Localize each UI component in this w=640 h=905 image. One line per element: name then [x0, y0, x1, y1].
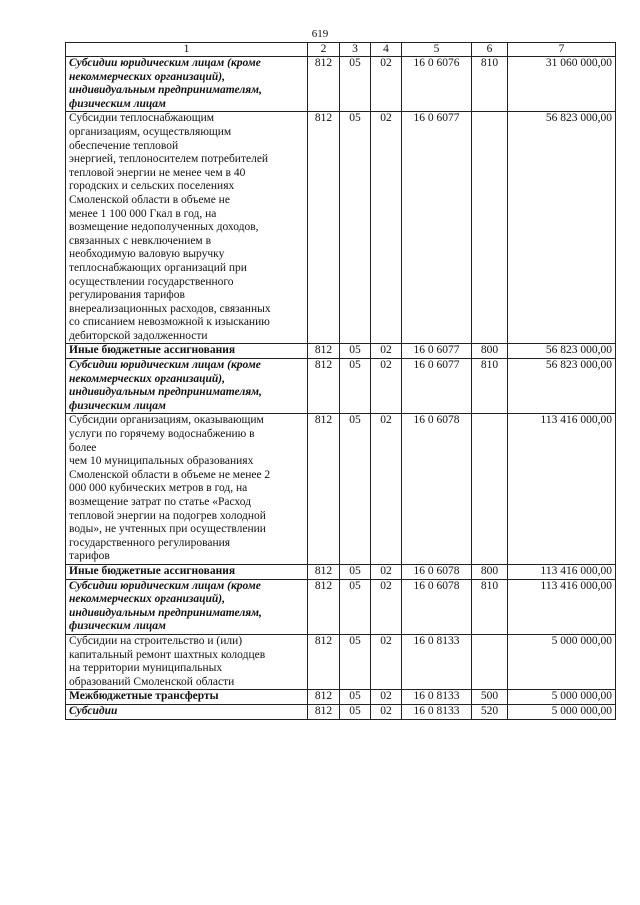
table-row — [66, 57, 616, 112]
row-name-line: Субсидии юридическим лицам (кроме — [69, 579, 261, 592]
expense-type-cell: 800 — [472, 344, 508, 359]
row-name-line: Субсидии юридическим лицам (кроме — [69, 57, 261, 69]
table-header-row — [66, 43, 616, 57]
target-article-cell: 16 0 6077 — [402, 112, 472, 344]
target-article-cell: 16 0 6078 — [402, 564, 472, 579]
row-name-line: 000 000 кубических метров в год, на — [69, 482, 248, 495]
row-name-cell — [66, 359, 308, 414]
subsection-cell: 02 — [371, 704, 402, 719]
amount-cell: 113 416 000,00 — [508, 579, 616, 634]
table-row — [66, 579, 616, 634]
code-cell: 812 — [308, 690, 340, 705]
row-name-cell — [66, 704, 308, 719]
subsection-cell: 02 — [371, 112, 402, 344]
row-name-line: некоммерческих организаций), — [69, 372, 225, 385]
amount-cell: 56 823 000,00 — [508, 344, 616, 359]
code-cell: 812 — [308, 564, 340, 579]
code-cell: 812 — [308, 634, 340, 689]
expense-type-cell — [472, 634, 508, 689]
expense-type-cell — [472, 414, 508, 565]
code-cell: 812 — [308, 112, 340, 344]
row-name-line: Субсидии на строительство и (или) — [69, 634, 243, 647]
code-cell: 812 — [308, 704, 340, 719]
expense-type-cell: 520 — [472, 704, 508, 719]
row-name-line: со списанием невозможной к изысканию — [69, 316, 270, 329]
table-row — [66, 690, 616, 705]
amount-cell: 5 000 000,00 — [508, 690, 616, 705]
row-name-line: некоммерческих организаций), — [69, 70, 225, 83]
row-name-line: городских и сельских поселениях — [69, 180, 235, 193]
table-row — [66, 704, 616, 719]
amount-cell: 31 060 000,00 — [508, 57, 616, 112]
subsection-cell: 02 — [371, 359, 402, 414]
table-row — [66, 359, 616, 414]
expense-type-cell: 800 — [472, 564, 508, 579]
section-cell: 05 — [340, 112, 371, 344]
header-cell: 3 — [340, 43, 371, 57]
row-name-line: индивидуальным предпринимателям, — [69, 84, 262, 97]
code-cell: 812 — [308, 359, 340, 414]
row-name-line: физическим лицам — [69, 97, 166, 110]
row-name-line: государственного регулирования — [69, 536, 231, 549]
header-cell: 2 — [308, 43, 340, 57]
table-row — [66, 634, 616, 689]
row-name-line: Субсидии юридическим лицам (кроме — [69, 359, 261, 372]
row-name-line: некоммерческих организаций), — [69, 593, 225, 606]
target-article-cell: 16 0 6078 — [402, 579, 472, 634]
row-name-cell — [66, 634, 308, 689]
row-name-line: регулирования тарифов — [69, 289, 185, 302]
row-name-line: Субсидии теплоснабжающим — [69, 112, 215, 125]
subsection-cell: 02 — [371, 57, 402, 112]
row-name-cell — [66, 57, 308, 112]
row-name-cell — [66, 690, 308, 705]
row-name-line: возмещение затрат по статье «Расход — [69, 496, 251, 508]
header-cell: 6 — [472, 43, 508, 57]
amount-cell: 113 416 000,00 — [508, 414, 616, 565]
target-article-cell: 16 0 8133 — [402, 690, 472, 705]
expense-type-cell — [472, 112, 508, 344]
budget-table — [65, 42, 616, 720]
row-name-line: индивидуальным предпринимателям, — [69, 386, 262, 399]
section-cell: 05 — [340, 57, 371, 112]
row-name-line: образований Смоленской области — [69, 675, 235, 688]
row-name-line: дебиторской задолженности — [69, 329, 208, 342]
row-name-line: осуществлении государственного — [69, 275, 234, 288]
row-name-cell — [66, 344, 308, 359]
row-name-line: на территории муниципальных — [69, 662, 223, 675]
section-cell: 05 — [340, 414, 371, 565]
subsection-cell: 02 — [371, 690, 402, 705]
code-cell: 812 — [308, 57, 340, 112]
header-cell: 1 — [66, 43, 308, 57]
target-article-cell: 16 0 6077 — [402, 359, 472, 414]
section-cell: 05 — [340, 634, 371, 689]
row-name-cell — [66, 564, 308, 579]
row-name-line: Субсидии организациям, оказывающим — [69, 414, 264, 427]
expense-type-cell: 500 — [472, 690, 508, 705]
table-row — [66, 414, 616, 565]
row-name-line: необходимую валовую выручку — [69, 248, 225, 261]
table-row — [66, 564, 616, 579]
row-name-line: индивидуальным предпринимателям, — [69, 606, 262, 619]
row-name-line: обеспечение тепловой — [69, 139, 179, 152]
target-article-cell: 16 0 8133 — [402, 634, 472, 689]
row-name-line: внереализационных расходов, связанных — [69, 302, 271, 315]
row-name-line: энергией, теплоносителем потребителей — [69, 153, 269, 166]
row-name-line: тепловой энергии не менее чем в 40 — [69, 166, 246, 179]
section-cell: 05 — [340, 344, 371, 359]
row-name-line: менее 1 100 000 Гкал в год, на — [69, 207, 217, 220]
header-cell: 5 — [402, 43, 472, 57]
row-name-line: услуги по горячему водоснабжению в — [69, 428, 255, 441]
row-name-line: более — [69, 441, 97, 454]
row-name-line: Иные бюджетные ассигнования — [69, 344, 236, 357]
row-name-line: организациям, осуществляющим — [69, 125, 232, 138]
row-name-line: Смоленской области в объеме не менее 2 — [69, 468, 271, 481]
table-row — [66, 112, 616, 344]
code-cell: 812 — [308, 344, 340, 359]
section-cell: 05 — [340, 704, 371, 719]
row-name-line: Межбюджетные трансферты — [69, 690, 219, 703]
section-cell: 05 — [340, 579, 371, 634]
row-name-cell — [66, 112, 308, 344]
row-name-line: возмещение недополученных доходов, — [69, 221, 259, 234]
row-name-line: физическим лицам — [69, 620, 166, 633]
row-name-line: воды», не учтенных при осуществлении — [69, 523, 266, 536]
row-name-line: тепловой энергии на подогрев холодной — [69, 509, 266, 522]
target-article-cell: 16 0 8133 — [402, 704, 472, 719]
page-number: 619 — [311, 28, 329, 40]
subsection-cell: 02 — [371, 344, 402, 359]
row-name-cell — [66, 579, 308, 634]
expense-type-cell: 810 — [472, 359, 508, 414]
section-cell: 05 — [340, 359, 371, 414]
target-article-cell: 16 0 6078 — [402, 414, 472, 565]
row-name-line: чем 10 муниципальных образованиях — [69, 455, 254, 468]
amount-cell: 56 823 000,00 — [508, 359, 616, 414]
amount-cell: 5 000 000,00 — [508, 634, 616, 689]
amount-cell: 113 416 000,00 — [508, 564, 616, 579]
row-name-line: физическим лицам — [69, 399, 166, 412]
section-cell: 05 — [340, 690, 371, 705]
row-name-line: теплоснабжающих организаций при — [69, 261, 247, 274]
row-name-line: Субсидии — [69, 704, 118, 717]
row-name-line: связанных с невключением в — [69, 234, 212, 247]
expense-type-cell: 810 — [472, 579, 508, 634]
row-name-line: тарифов — [69, 550, 110, 563]
target-article-cell: 16 0 6076 — [402, 57, 472, 112]
subsection-cell: 02 — [371, 579, 402, 634]
subsection-cell: 02 — [371, 634, 402, 689]
code-cell: 812 — [308, 414, 340, 565]
section-cell: 05 — [340, 564, 371, 579]
subsection-cell: 02 — [371, 414, 402, 565]
expense-type-cell: 810 — [472, 57, 508, 112]
subsection-cell: 02 — [371, 564, 402, 579]
row-name-line: Иные бюджетные ассигнования — [69, 564, 236, 577]
header-cell: 4 — [371, 43, 402, 57]
target-article-cell: 16 0 6077 — [402, 344, 472, 359]
row-name-line: Смоленской области в объеме не — [69, 193, 230, 206]
code-cell: 812 — [308, 579, 340, 634]
amount-cell: 5 000 000,00 — [508, 704, 616, 719]
amount-cell: 56 823 000,00 — [508, 112, 616, 344]
row-name-line: капитальный ремонт шахтных колодцев — [69, 648, 266, 661]
row-name-cell — [66, 414, 308, 565]
table-row — [66, 344, 616, 359]
header-cell: 7 — [508, 43, 616, 57]
